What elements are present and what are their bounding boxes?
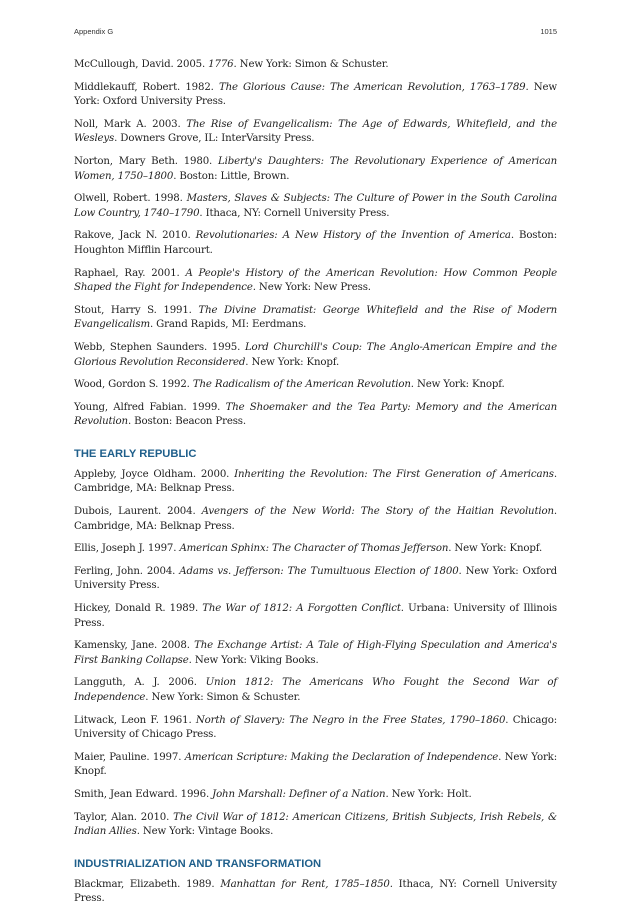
bibliography-entry (74, 542, 557, 557)
entry-publisher: . Downers Grove, IL: InterVarsity Press. (114, 133, 315, 145)
bibliography-entry (74, 401, 557, 430)
bibliography-list-early-republic (74, 468, 557, 840)
bibliography-entry (74, 878, 557, 907)
entry-title: The War of 1812: A Forgotten Conflict (202, 603, 401, 615)
bibliography-entry (74, 639, 557, 668)
entry-author-year: Rakove, Jack N. 2010. (74, 230, 196, 242)
entry-title: Revolutionaries: A New History of the Invention of America (195, 230, 511, 242)
entry-publisher: . New York: Vintage Books. (136, 826, 274, 838)
bibliography-entry (74, 676, 557, 705)
entry-publisher: . Boston: Little, Brown. (173, 170, 290, 182)
bibliography-entry (74, 118, 557, 147)
entry-publisher: . New York: Knopf. (448, 543, 543, 555)
entry-title: North of Slavery: The Negro in the Free States, 1790–1860 (195, 714, 506, 726)
entry-title: John Marshall: Definer of a Nation (212, 788, 386, 800)
entry-title: Manhattan for Rent, 1785–1850 (220, 878, 390, 890)
entry-author-year: Smith, Jean Edward. 1996. (74, 788, 213, 800)
entry-title: Adams vs. Jefferson: The Tumultuous Election of 1800 (179, 565, 459, 577)
bibliography-list-industrialization (74, 878, 557, 907)
entry-publisher: . Ithaca, NY: Cornell University Press. (199, 207, 390, 219)
entry-publisher: . New York: New Press. (252, 282, 371, 294)
entry-author-year: Middlekauff, Robert. 1982. (74, 81, 219, 93)
entry-publisher: . New York: Knopf. (245, 356, 340, 368)
entry-title: Union 1812: The Americans Who Fought the Second War of Independence (74, 677, 557, 703)
entry-author-year: Appleby, Joyce Oldham. 2000. (74, 468, 235, 480)
entry-author-year: Young, Alfred Fabian. 1999. (74, 401, 226, 413)
entry-author-year: Litwack, Leon F. 1961. (74, 714, 196, 726)
bibliography-entry (74, 751, 557, 780)
entry-author-year: Raphael, Ray. 2001. (74, 267, 186, 279)
entry-publisher: . Boston: Beacon Press. (127, 416, 246, 428)
bibliography-entry (74, 468, 557, 497)
entry-author-year: Taylor, Alan. 2010. (74, 811, 174, 823)
entry-title: Liberty's Daughters: The Revolutionary Experience of American Women, 1750–1800 (74, 155, 557, 182)
entry-publisher: . New York: Viking Books. (188, 654, 319, 666)
entry-publisher: . Grand Rapids, MI: Eerdmans. (149, 319, 307, 331)
bibliography-entry (74, 229, 557, 258)
entry-author-year: McCullough, David. 2005. (74, 59, 209, 70)
entry-publisher: . New York: Knopf. (410, 379, 505, 391)
bibliography-entry (74, 714, 557, 743)
entry-author-year: Hickey, Donald R. 1989. (74, 603, 203, 615)
bibliography-entry (74, 788, 557, 803)
entry-publisher: . Cambridge, MA: Belknap Press. (74, 506, 557, 532)
bibliography-entry (74, 267, 557, 296)
bibliography-entry (74, 565, 557, 594)
entry-publisher: . New York: Simon & Schuster. (233, 59, 389, 70)
section-heading-early-republic: THE EARLY REPUBLIC (74, 447, 197, 460)
entry-author-year: Langguth, A. J. 2006. (74, 677, 206, 689)
bibliography-list-revolution (74, 58, 557, 430)
entry-title: A People's History of the American Revolution: How Common People Shaped the Fight for Independence (74, 267, 557, 294)
bibliography-entry (74, 155, 557, 184)
entry-publisher: . New York: Holt. (385, 788, 472, 800)
entry-author-year: Maier, Pauline. 1997. (74, 751, 185, 763)
entry-title: American Sphinx: The Character of Thomas Jefferson (179, 543, 449, 555)
entry-title: The Divine Dramatist: George Whitefield and the Rise of Modern Evangelicalism (74, 304, 557, 331)
bibliography-entry (74, 81, 557, 110)
entry-title: American Scripture: Making the Declaration of Independence (184, 751, 499, 763)
entry-author-year: Blackmar, Elizabeth. 1989. (74, 878, 221, 890)
entry-author-year: Ellis, Joseph J. 1997. (74, 543, 180, 555)
entry-author-year: Ferling, John. 2004. (74, 565, 180, 577)
entry-title: Avengers of the New World: The Story of the Haitian Revolution (201, 506, 554, 518)
entry-title: Masters, Slaves & Subjects: The Culture of Power in the South Carolina Low Country, 1740–1790 (74, 193, 558, 219)
bibliography-entry (74, 192, 557, 221)
entry-publisher: . New York: Oxford University Press. (74, 81, 557, 108)
entry-title: The Shoemaker and the Tea Party: Memory and the American Revolution (74, 401, 557, 428)
bibliography-entry (74, 378, 557, 393)
entry-author-year: Noll, Mark A. 2003. (74, 118, 187, 130)
entry-author-year: Norton, Mary Beth. 1980. (74, 155, 218, 167)
bibliography-entry (74, 602, 557, 631)
entry-title: The Glorious Cause: The American Revolution, 1763–1789 (218, 81, 526, 93)
bibliography-entry (74, 304, 557, 333)
entry-publisher: . New York: Simon & Schuster. (145, 692, 301, 703)
entry-publisher: . Ithaca, NY: Cornell University Press. (74, 878, 558, 905)
entry-publisher: . Boston: Houghton Mifflin Harcourt. (74, 230, 558, 256)
entry-publisher: . Chicago: University of Chicago Press. (74, 714, 557, 741)
entry-publisher: . Urbana: University of Illinois Press. (74, 603, 557, 629)
section-heading-industrialization: INDUSTRIALIZATION AND TRANSFORMATION (74, 857, 322, 870)
entry-title: Lord Churchill's Coup: The Anglo-American Empire and the Glorious Revolution Reconsidered (74, 341, 557, 368)
entry-publisher: . Cambridge, MA: Belknap Press. (74, 468, 557, 495)
bibliography-entry (74, 58, 557, 73)
entry-publisher: . New York: Knopf. (74, 751, 557, 778)
entry-title: 1776 (208, 59, 234, 70)
entry-title: The Radicalism of the American Revolution (192, 379, 411, 391)
page-number: 1015 (540, 27, 557, 36)
entry-publisher: . New York: Oxford University Press. (74, 565, 557, 592)
entry-title: The Exchange Artist: A Tale of High-Flying Speculation and America's First Banking Collapse (74, 640, 557, 666)
entry-title: The Rise of Evangelicalism: The Age of Edwards, Whitefield, and the Wesleys (74, 118, 557, 145)
appendix-label: Appendix G (74, 27, 114, 36)
bibliography-entry (74, 341, 557, 370)
entry-title: Inheriting the Revolution: The First Generation of Americans (234, 468, 554, 480)
bibliography-entry (74, 505, 557, 534)
entry-author-year: Stout, Harry S. 1991. (74, 304, 199, 316)
entry-author-year: Olwell, Robert. 1998. (74, 193, 187, 205)
entry-author-year: Webb, Stephen Saunders. 1995. (74, 341, 245, 353)
entry-author-year: Wood, Gordon S. 1992. (74, 379, 193, 391)
entry-author-year: Dubois, Laurent. 2004. (74, 506, 202, 518)
running-header (74, 27, 557, 36)
bibliography-body (74, 58, 557, 915)
entry-title: The Civil War of 1812: American Citizens, British Subjects, Irish Rebels, & Indian Allies (74, 811, 557, 838)
entry-author-year: Kamensky, Jane. 2008. (74, 640, 195, 652)
